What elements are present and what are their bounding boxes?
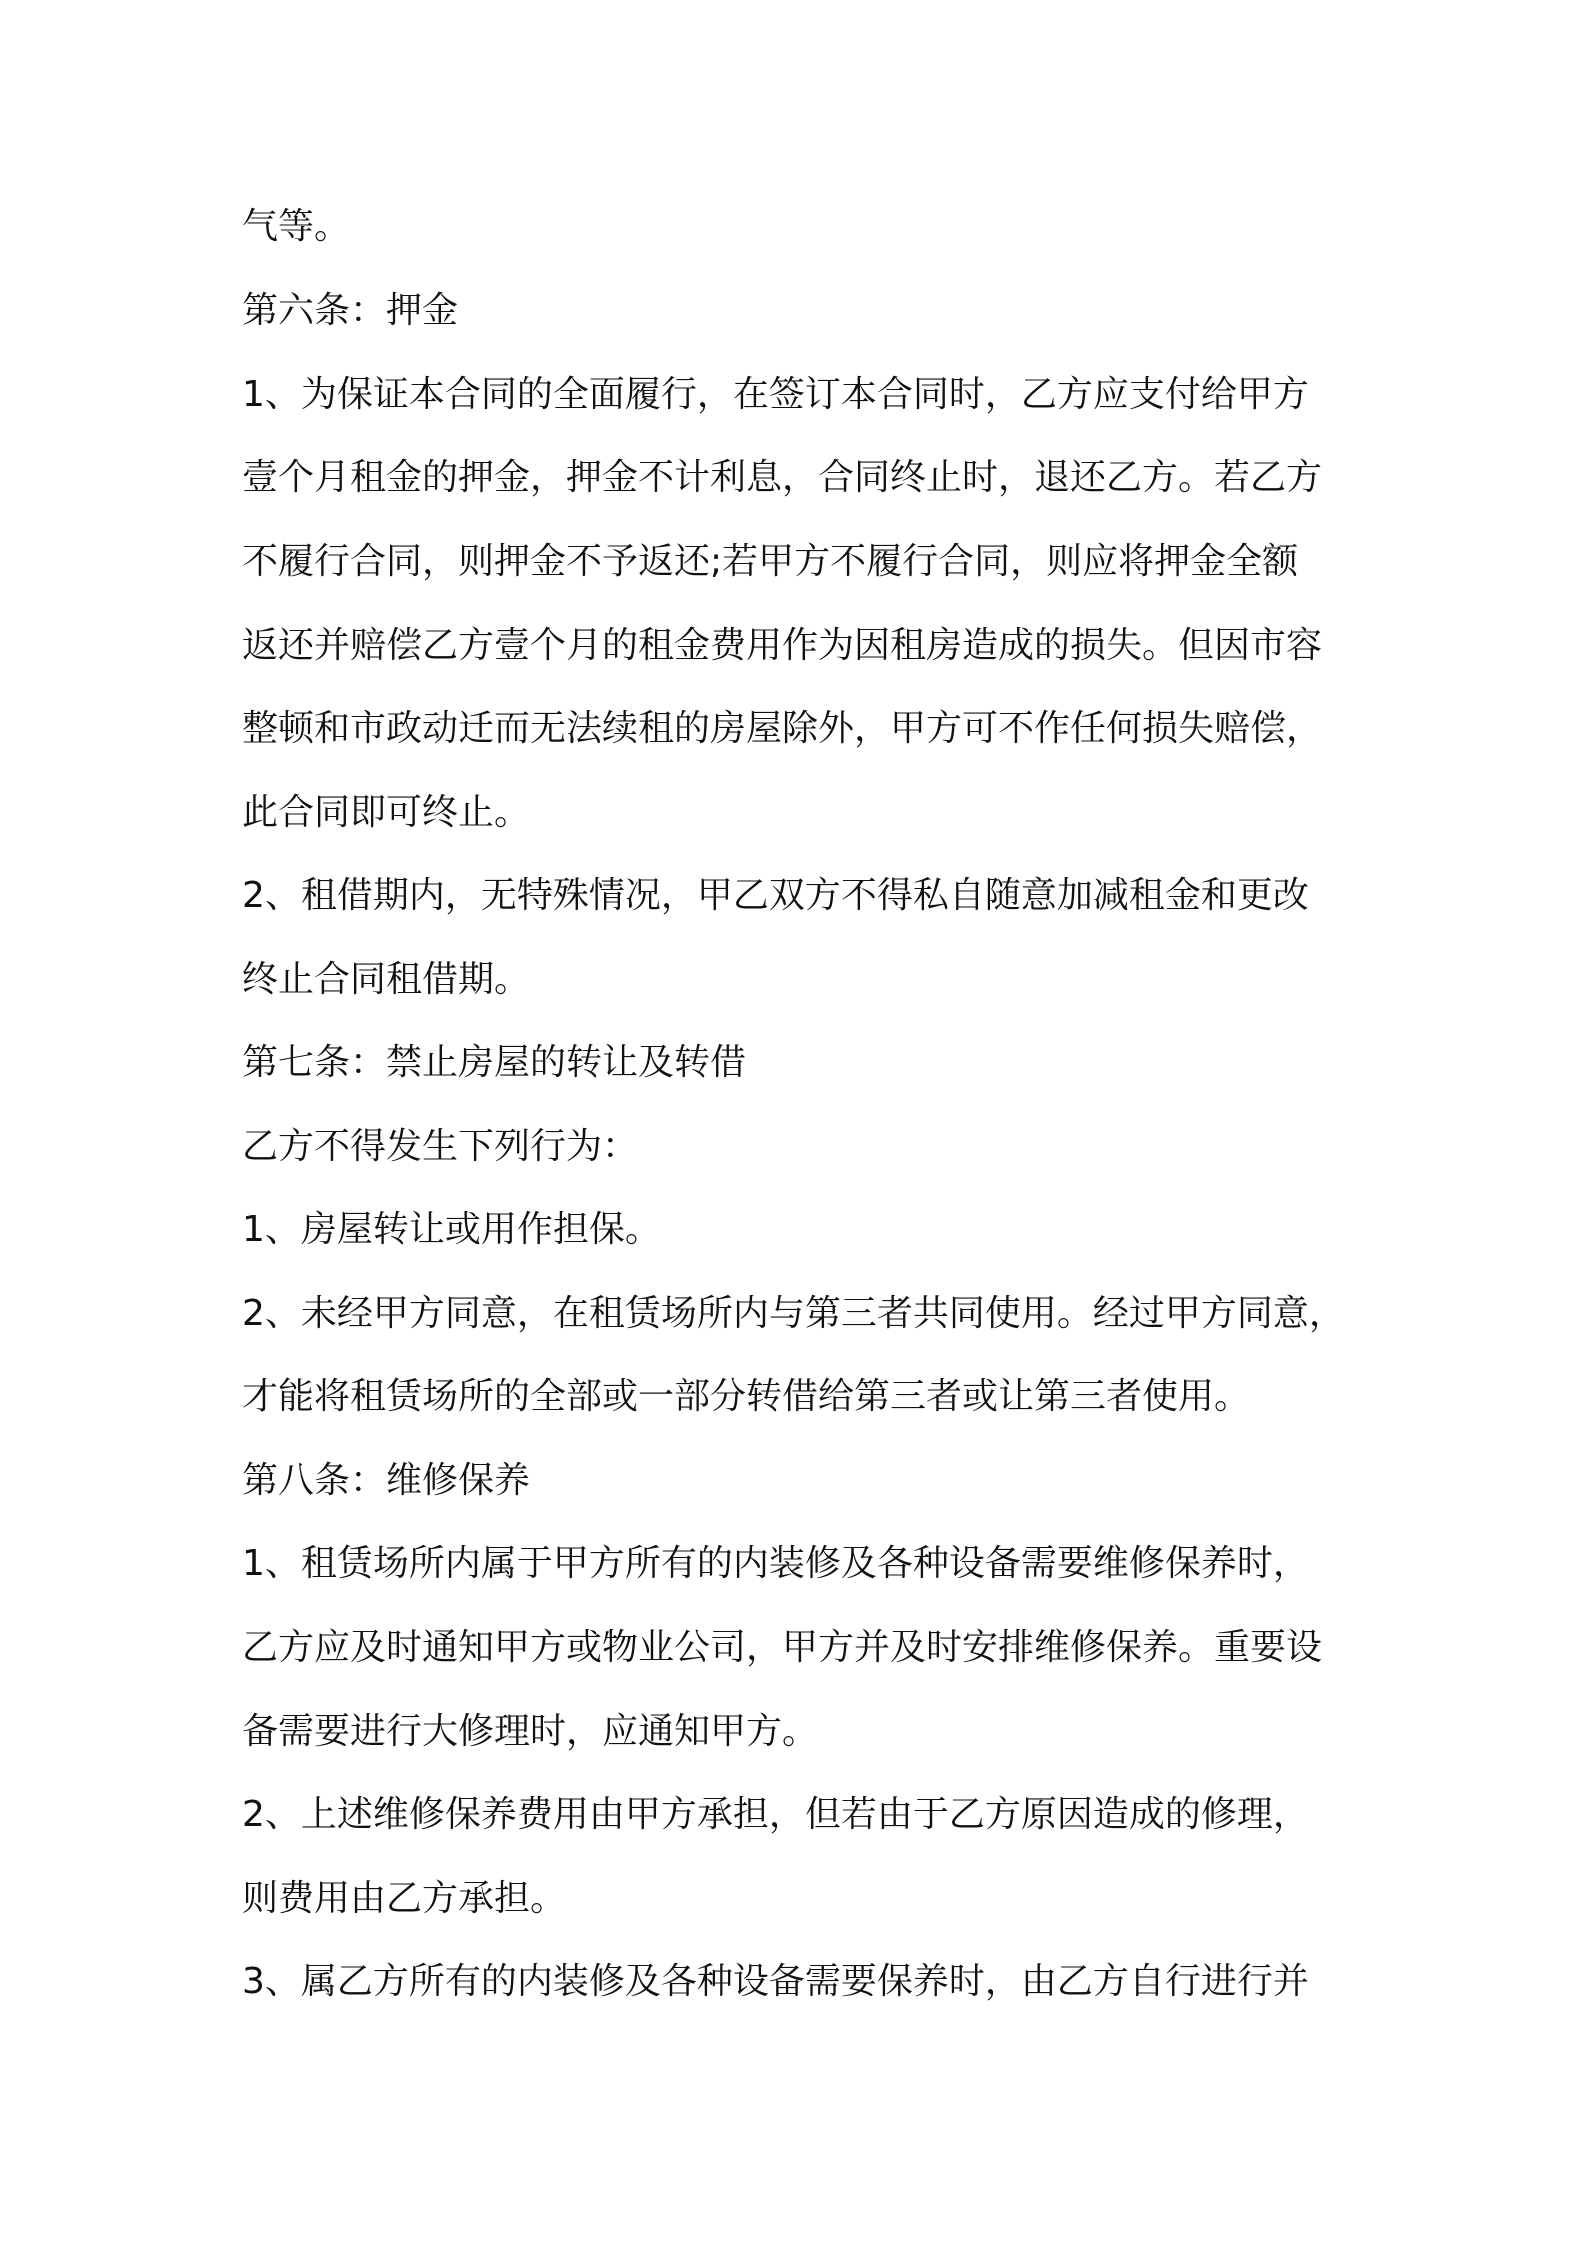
text-line: 备需要进行大修理时，应通知甲方。 — [242, 1711, 819, 1752]
text-line: 1、租赁场所内属于甲方所有的内装修及各种设备需要维修保养时， — [242, 1543, 1309, 1584]
text-line: 不履行合同，则押金不予返还;若甲方不履行合同，则应将押金全额 — [242, 541, 1299, 582]
text-line: 乙方不得发生下列行为： — [242, 1126, 639, 1167]
text-line: 壹个月租金的押金，押金不计利息，合同终止时，退还乙方。若乙方 — [242, 457, 1323, 498]
text-line: 2、租借期内，无特殊情况，甲乙双方不得私自随意加减租金和更改 — [242, 875, 1309, 916]
text-line: 则费用由乙方承担。 — [242, 1878, 567, 1919]
text-line: 2、上述维修保养费用由甲方承担，但若由于乙方原因造成的修理， — [242, 1794, 1309, 1835]
text-line: 此合同即可终止。 — [242, 792, 531, 833]
text-line: 乙方应及时通知甲方或物业公司，甲方并及时安排维修保养。重要设 — [242, 1627, 1323, 1668]
text-line: 才能将租赁场所的全部或一部分转借给第三者或让第三者使用。 — [242, 1376, 1251, 1417]
text-line: 1、为保证本合同的全面履行，在签订本合同时，乙方应支付给甲方 — [242, 374, 1309, 415]
text-line: 1、房屋转让或用作担保。 — [242, 1209, 661, 1250]
text-line: 气等。 — [242, 206, 351, 247]
text-line: 整顿和市政动迁而无法续租的房屋除外，甲方可不作任何损失赔偿， — [242, 708, 1323, 749]
section-heading: 第六条：押金 — [242, 290, 459, 331]
text-line: 终止合同租借期。 — [242, 959, 531, 1000]
text-line: 3、属乙方所有的内装修及各种设备需要保养时，由乙方自行进行并 — [242, 1961, 1309, 2002]
text-line: 2、未经甲方同意，在租赁场所内与第三者共同使用。经过甲方同意， — [242, 1293, 1345, 1334]
section-heading: 第八条：维修保养 — [242, 1460, 531, 1501]
text-line: 返还并赔偿乙方壹个月的租金费用作为因租房造成的损失。但因市容 — [242, 625, 1323, 666]
section-heading: 第七条：禁止房屋的转让及转借 — [242, 1042, 747, 1083]
